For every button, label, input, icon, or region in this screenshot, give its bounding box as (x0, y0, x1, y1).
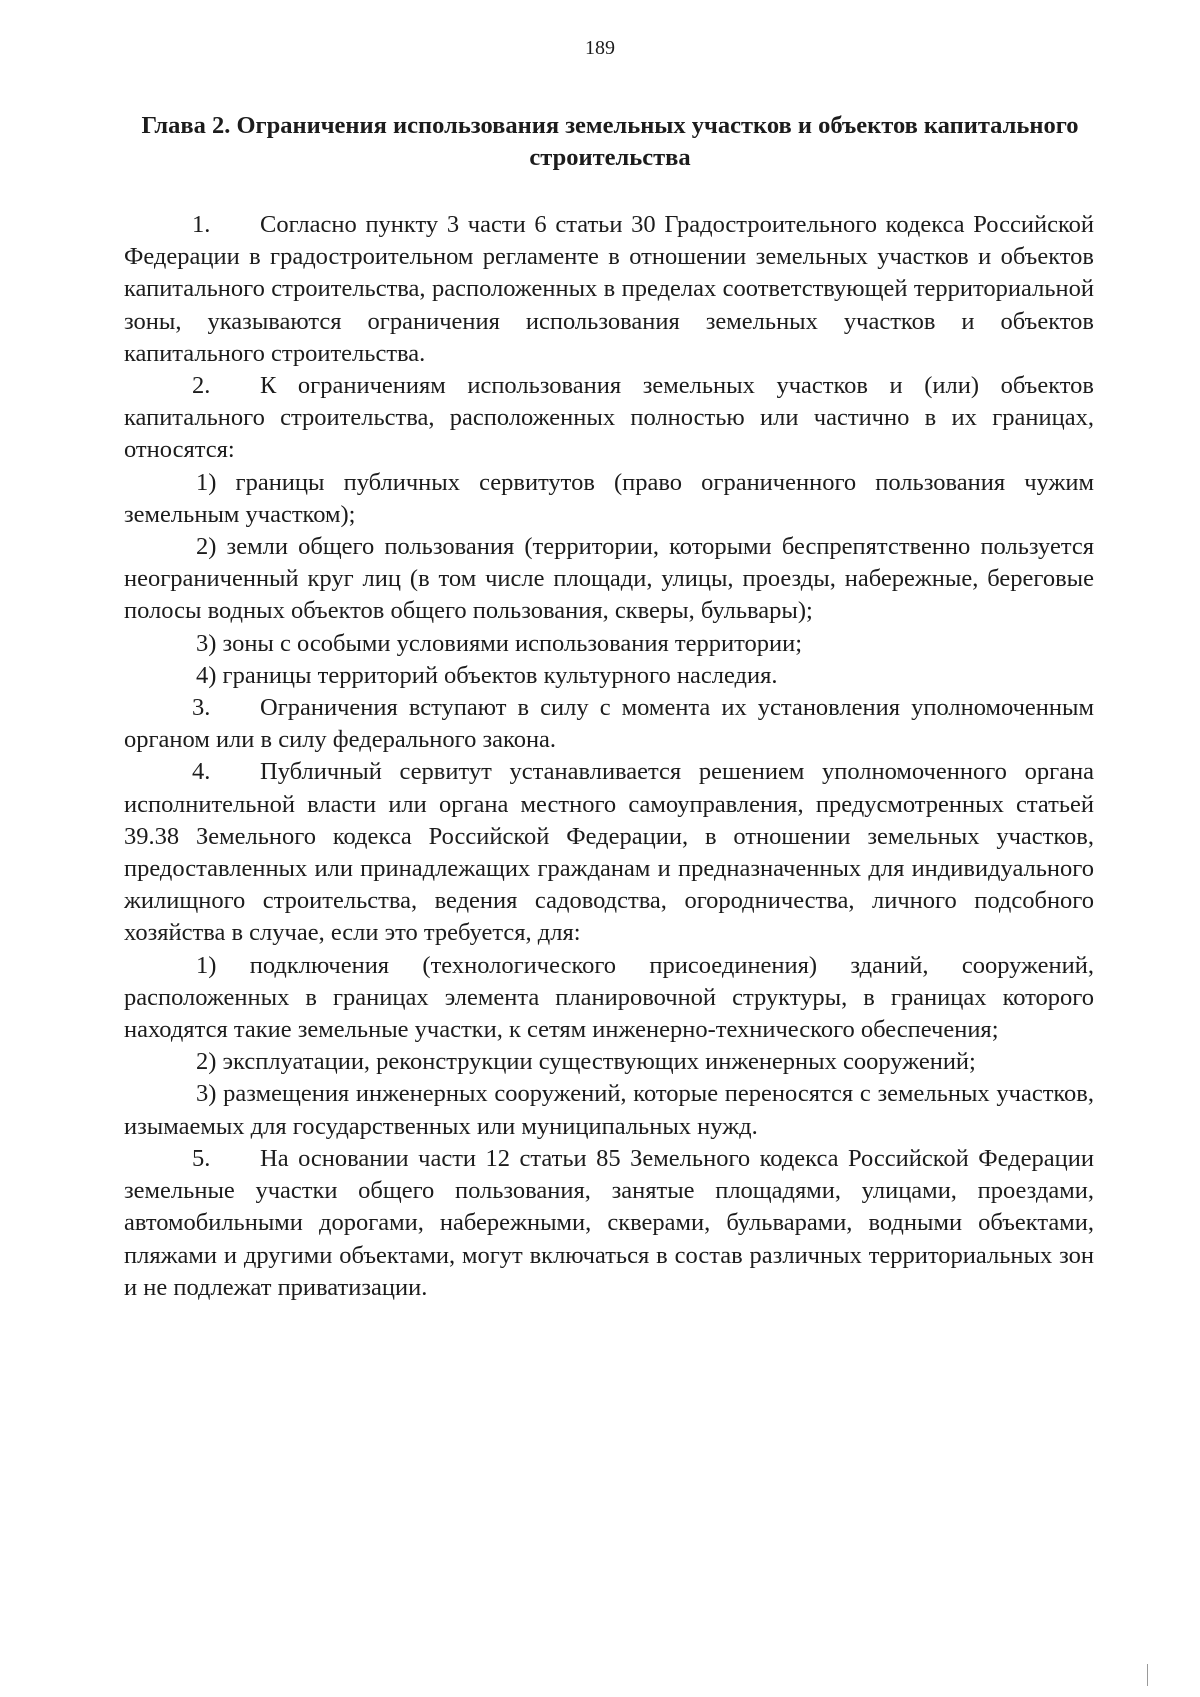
paragraph-3 (124, 692, 1094, 756)
scan-artifact-line (1147, 1664, 1148, 1686)
document-body (124, 209, 1094, 1304)
paragraph-text: Ограничения вступают в силу с момента их установления уполномоченным органом или в силу федерального закона. (124, 694, 1094, 754)
page-number: 189 (585, 37, 615, 59)
paragraph-2 (124, 370, 1094, 467)
list-item: 1) границы публичных сервитутов (право ограниченного пользования чужим земельным участком); (124, 468, 1094, 528)
paragraph-5 (124, 1143, 1094, 1304)
paragraph-4 (124, 756, 1094, 949)
paragraph-1 (124, 209, 1094, 370)
paragraph-number: 4. (192, 758, 211, 786)
list-item: 4) границы территорий объектов культурного наследия. (196, 661, 778, 689)
list-item: 3) зоны с особыми условиями использования территории; (196, 629, 803, 657)
list-item: 3) размещения инженерных сооружений, которые переносятся с земельных участков, изымаемых для государственных или муниципальных нужд. (124, 1080, 1094, 1140)
list-item: 2) земли общего пользования (территории, которыми беспрепятственно пользуется неограниченный круг лиц (в том числе площади, улицы, проезды, набережные, береговые полосы водных объектов общего пользования, скверы, бульвары); (124, 533, 1094, 625)
paragraph-number: 2. (192, 372, 211, 400)
paragraph-text: Публичный сервитут устанавливается решением уполномоченного органа исполнительной власти или органа местного самоуправления, предусмотренных статьей 39.38 Земельного кодекса Российской Федерации, в отношении земельных участков, предоставленных или принадлежащих гражданам и предназначенных для индивидуального жилищного строительства, ведения садоводства, огородничества, личного подсобного хозяйства в случае, если это требуется, для: (124, 758, 1094, 947)
chapter-title: Глава 2. Ограничения использования земельных участков и объектов капитального строительства (141, 112, 1079, 171)
paragraph-text: На основании части 12 статьи 85 Земельного кодекса Российской Федерации земельные участки общего пользования, занятые площадями, улицами, проездами, автомобильными дорогами, набережными, скверами, бульварами, водными объектами, пляжами и другими объектами, могут включаться в состав различных территориальных зон и не подлежат приватизации. (124, 1144, 1094, 1301)
list-item: 1) подключения (технологического присоединения) зданий, сооружений, расположенных в границах элемента планировочной структуры, в границах которого находятся такие земельные участки, к сетям инженерно-технического обеспечения; (124, 951, 1094, 1044)
paragraph-number: 5. (192, 1144, 211, 1172)
paragraph-text: Согласно пункту 3 части 6 статьи 30 Градостроительного кодекса Российской Федерации в градостроительном регламенте в отношении земельных участков и объектов капитального строительства, расположенных в пределах соответствующей территориальной зоны, указываются ограничения использования земельных участков и объектов капитального строительства. (124, 211, 1094, 367)
list-item: 2) эксплуатации, реконструкции существующих инженерных сооружений; (196, 1048, 976, 1076)
paragraph-number: 3. (192, 694, 211, 722)
paragraph-text: К ограничениям использования земельных участков и (или) объектов капитального строительства, расположенных полностью или частично в их границах, относятся: (124, 372, 1094, 464)
paragraph-number: 1. (192, 211, 211, 238)
